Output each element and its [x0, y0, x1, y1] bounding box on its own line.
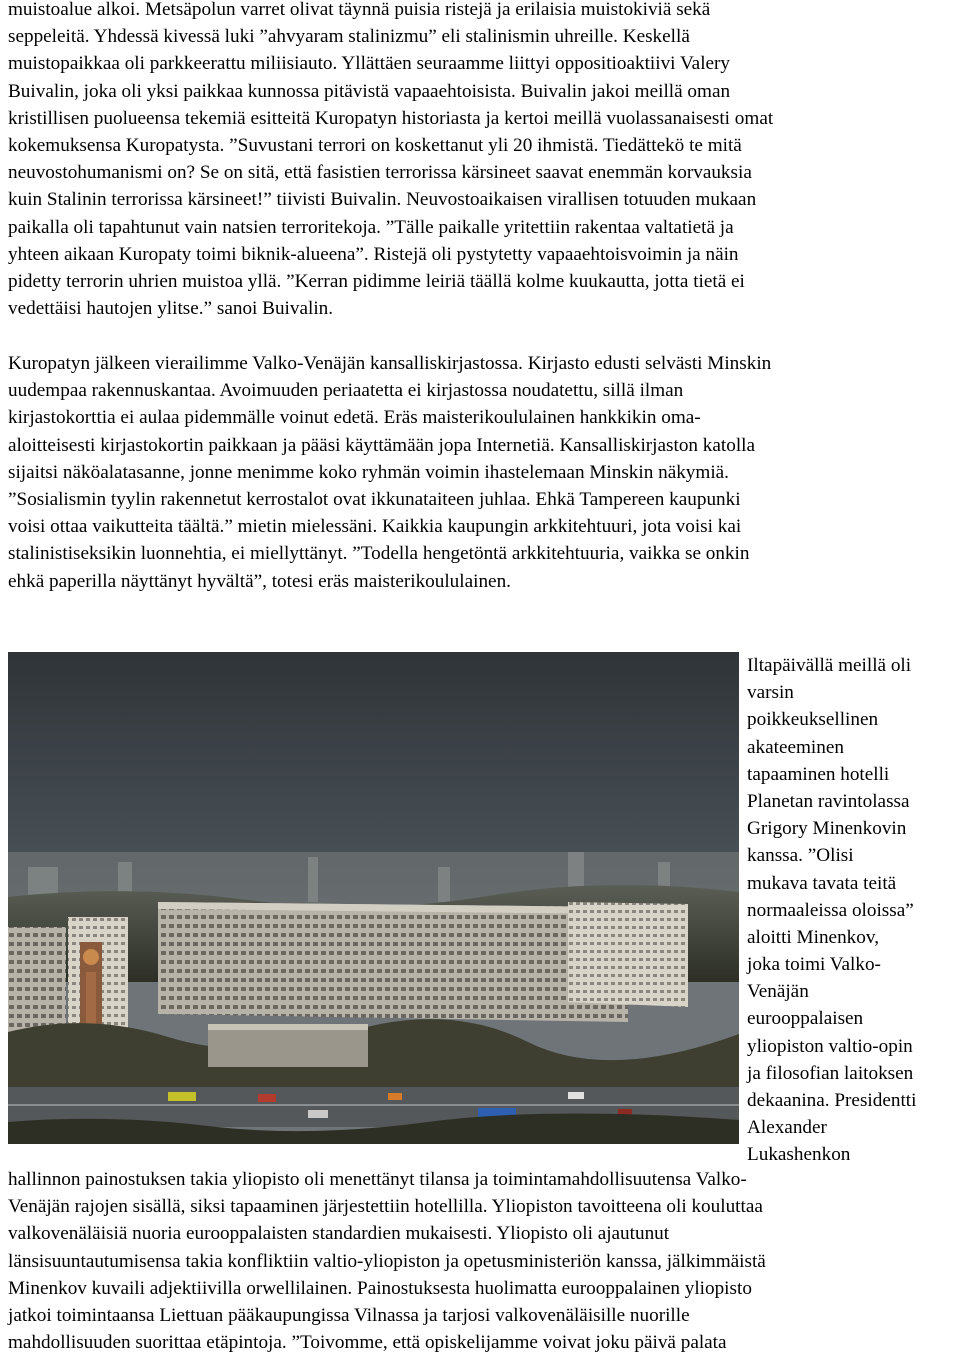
text-line: dekaanina. Presidentti: [747, 1090, 917, 1111]
text-line: sijaitsi näköalatasanne, jonne menimme koko ryhmän voimin ihastelemaan Minskin näkymiä.: [8, 461, 729, 483]
text-line: Kuropatyn jälkeen vierailimme Valko-Venäjän kansalliskirjastossa. Kirjasto edusti selvästi Minskin: [8, 353, 772, 374]
text-line: kokemuksensa Kuropatysta. ”Suvustani terrori on koskettanut yli 20 ihmistä. Tiedättekö te mitä: [8, 134, 742, 156]
text-line: ”Sosialismin tyylin rakennetut kerrostalot ovat ikkunataiteen juhlaa. Ehkä Tampereen kaupunki: [8, 488, 741, 510]
text-line: tapaaminen hotelli: [747, 763, 890, 785]
text-line: mukava tavata teitä: [747, 872, 897, 894]
text-line: normaaleissa oloissa”: [747, 899, 914, 921]
text-line: valkovenäläisiä nuoria eurooppalaisten standardien mukaisesti. Yliopisto oli ajautunut: [8, 1223, 670, 1245]
text-line: poikkeuksellinen: [747, 709, 879, 731]
text-line: uudempaa rakennuskantaa. Avoimuuden periaatetta ei kirjastossa noudatettu, sillä ilman: [8, 380, 684, 402]
text-line: Venäjän rajojen sisällä, siksi tapaaminen järjestettiin hotellilla. Yliopiston tavoitteena oli kouluttaa: [8, 1196, 763, 1218]
text-line: kuin Stalinin terrorissa kärsineet!” tiivisti Buivalin. Neuvostoaikaisen virallisen totuuden mukaan: [8, 189, 757, 211]
text-line: voisi ottaa vaikutteita täältä.” mietin mielessäni. Kaikkia kaupungin arkkitehtuuri, jota voisi kai: [8, 516, 742, 538]
text-line: aloitti Minenkov,: [747, 926, 879, 948]
paragraph-minenkov: [8, 1166, 766, 1356]
text-line: Venäjän: [747, 981, 809, 1003]
text-line: Minenkov kuvaili adjektiivilla orwellilainen. Painostuksesta huolimatta eurooppalainen yliopisto: [8, 1277, 752, 1299]
text-line: kristillisen puolueensa tekemiä esitteitä Kuropatyn historiasta ja kertoi meillä vuolassanaisesti omat: [8, 107, 774, 129]
text-line: paikalla oli tapahtunut vain natsien terroritekoja. ”Tälle paikalle yritettiin rakentaa valtatietä ja: [8, 216, 734, 238]
text-line: muistoalue alkoi. Metsäpolun varret olivat täynnä puisia ristejä ja erilaisia muistokiviä sekä: [8, 0, 711, 20]
text-line: Iltapäivällä meillä oli: [747, 655, 912, 676]
text-line: ja filosofian laitoksen: [747, 1062, 914, 1084]
text-line: vedettäisi hautojen ylitse.” sanoi Buivalin.: [8, 298, 334, 320]
text-line: ehkä paperilla näyttänyt hyvältä”, totesi eräs maisterikoululainen.: [8, 570, 511, 592]
paragraph-kuropaty: [8, 0, 773, 322]
text-line: akateeminen: [747, 736, 844, 758]
text-line: kirjastokorttia ei aulaa pidemmälle voinut edetä. Eräs maisterikoululainen hankkikin oma-: [8, 407, 701, 429]
text-line: varsin: [747, 682, 794, 704]
text-line: Grigory Minenkovin: [747, 818, 907, 840]
paragraph-national-library: [8, 350, 771, 595]
text-line: aloitteisesti kirjastokortin paikkaan ja pääsi käyttämään jopa Internetiä. Kansalliskirjaston katolla: [8, 434, 756, 456]
text-line: eurooppalaisen: [747, 1008, 864, 1030]
text-line: yliopiston valtio-opin: [747, 1035, 913, 1057]
text-line: Planetan ravintolassa: [747, 790, 910, 812]
side-column-text: [747, 652, 960, 1169]
text-line: stalinistiseksikin luonnehtia, ei miellyttänyt. ”Todella hengetöntä arkkitehtuuria, vaikka se onkin: [8, 543, 750, 565]
text-line: länsisuuntautumisensa takia konfliktiin valtio-yliopiston ja opetusministeriön kanssa, jälkimmäistä: [8, 1250, 766, 1272]
text-line: muistopaikkaa oli parkkeerattu miliisiauto. Yllättäen seuraamme liittyi oppositioaktiivi Valery: [8, 53, 731, 75]
text-line: seppeleitä. Yhdessä kivessä luki ”ahvyaram stalinizmu” eli stalinismin uhreille. Keskellä: [8, 26, 690, 48]
text-line: jatkoi toimintaansa Liettuan pääkaupungissa Vilnassa ja tarjosi valkovenäläisille nuorille: [8, 1304, 690, 1326]
text-line: Lukashenkon: [747, 1144, 851, 1166]
minsk-cityscape-photo: [8, 652, 739, 1144]
text-line: pidetty terrorin uhrien muistoa yllä. ”Kerran pidimme leiriä täällä kolme kuukautta, jotta tietä ei: [8, 270, 745, 292]
text-line: mahdollisuuden suorittaa etäpintoja. ”Toivomme, että opiskelijamme voivat joku päivä palata: [8, 1332, 727, 1354]
text-line: yhteen aikaan Kuropaty toimi biknik-alueena”. Ristejä oli pystytetty vapaaehtoisvoimin ja näin: [8, 243, 739, 265]
text-line: Buivalin, joka oli yksi paikkaa kunnossa pitävistä vapaaehtoisista. Buivalin jakoi meillä oman: [8, 80, 731, 102]
text-line: kanssa. ”Olisi: [747, 845, 854, 867]
text-line: hallinnon painostuksen takia yliopisto oli menettänyt tilansa ja toimintamahdollisuutensa Valko-: [8, 1169, 747, 1190]
text-line: neuvostohumanismi on? Se on sitä, että fasistien terrorissa kärsineet saavat enemmän korvauksia: [8, 162, 752, 184]
text-line: Alexander: [747, 1117, 827, 1139]
text-line: joka toimi Valko-: [747, 954, 881, 976]
